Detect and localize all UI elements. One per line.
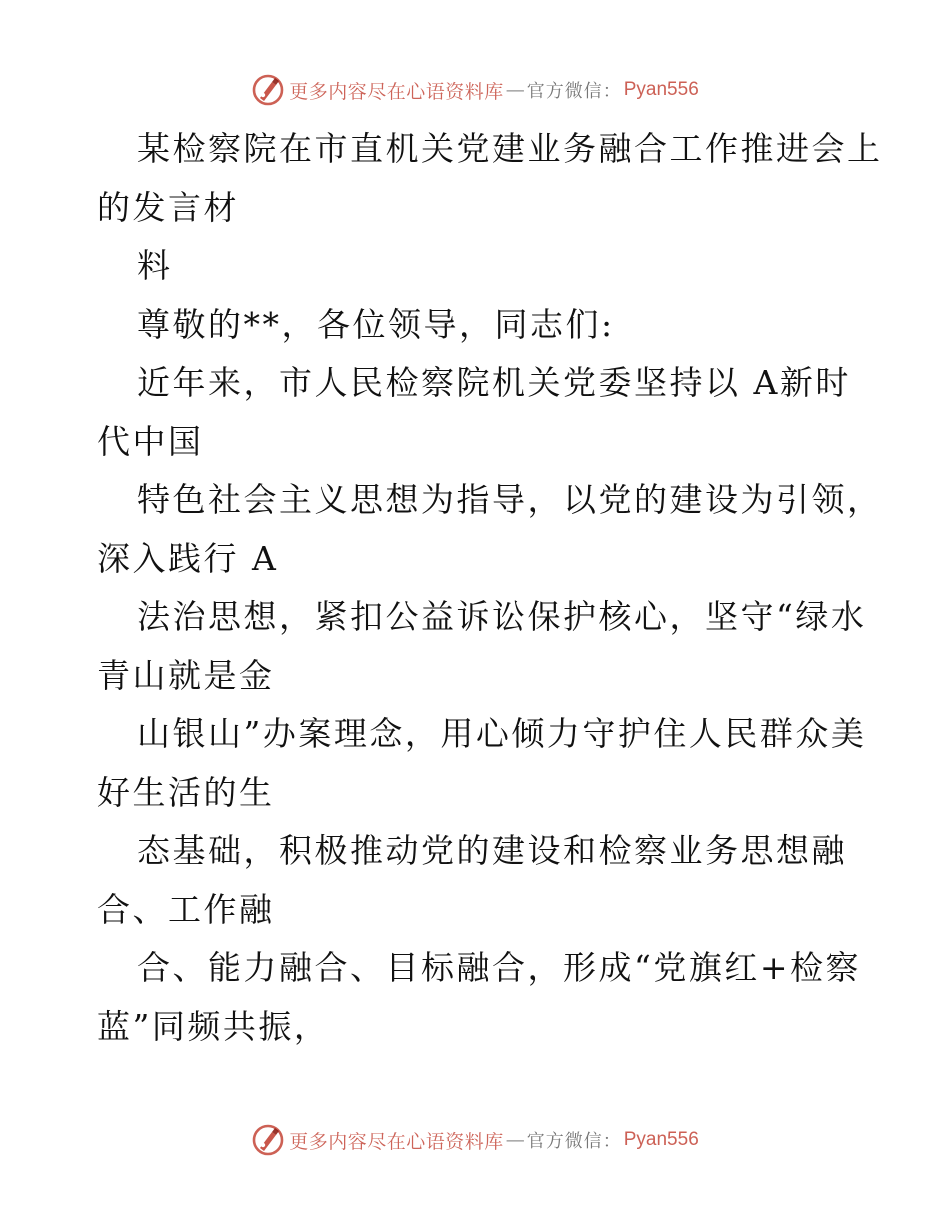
text-line: 的发言材 [97,187,239,227]
text-line: 某检察院在市直机关党建业务融合工作推进会上 [137,129,883,168]
watermark-dash: — [505,1129,525,1151]
text-line: 合、工作融 [97,889,275,929]
text-line: 尊敬的**，各位领导，同志们: [137,304,615,344]
pen-logo-icon [251,73,285,107]
watermark-official-label: 官方微信： [526,1131,622,1152]
watermark-account: Pyan556 [623,79,699,100]
text-line: 法治思想，紧扣公益诉讼保护核心，坚守“绿水 [137,597,867,636]
watermark-official-label: 官方微信： [526,81,622,102]
document-body [97,120,883,1056]
watermark-account: Pyan556 [623,1129,699,1150]
text-line: 料 [137,246,173,285]
footer-watermark [0,1120,950,1160]
text-line: 深入践行 A [97,538,279,578]
text-line: 好生活的生 [97,772,275,812]
watermark-site-text: 更多内容尽在心语资料库 [289,80,504,103]
text-line: 态基础，积极推动党的建设和检察业务思想融 [137,831,847,870]
text-line: 山银山”办案理念，用心倾力守护住人民群众美 [137,714,867,753]
text-line: 特色社会主义思想为指导，以党的建设为引领， [137,480,883,519]
pen-logo-icon [251,1123,285,1157]
header-watermark [0,70,950,110]
text-line: 代中国 [97,421,204,461]
text-line: 合、能力融合、目标融合，形成“党旗红+检察 [137,948,862,987]
text-line: 青山就是金 [97,655,275,695]
watermark-dash: — [505,79,525,101]
watermark-site-text: 更多内容尽在心语资料库 [289,1130,504,1153]
text-line: 近年来，市人民检察院机关党委坚持以 A新时 [137,363,851,402]
text-line: 蓝”同频共振， [97,1006,330,1046]
